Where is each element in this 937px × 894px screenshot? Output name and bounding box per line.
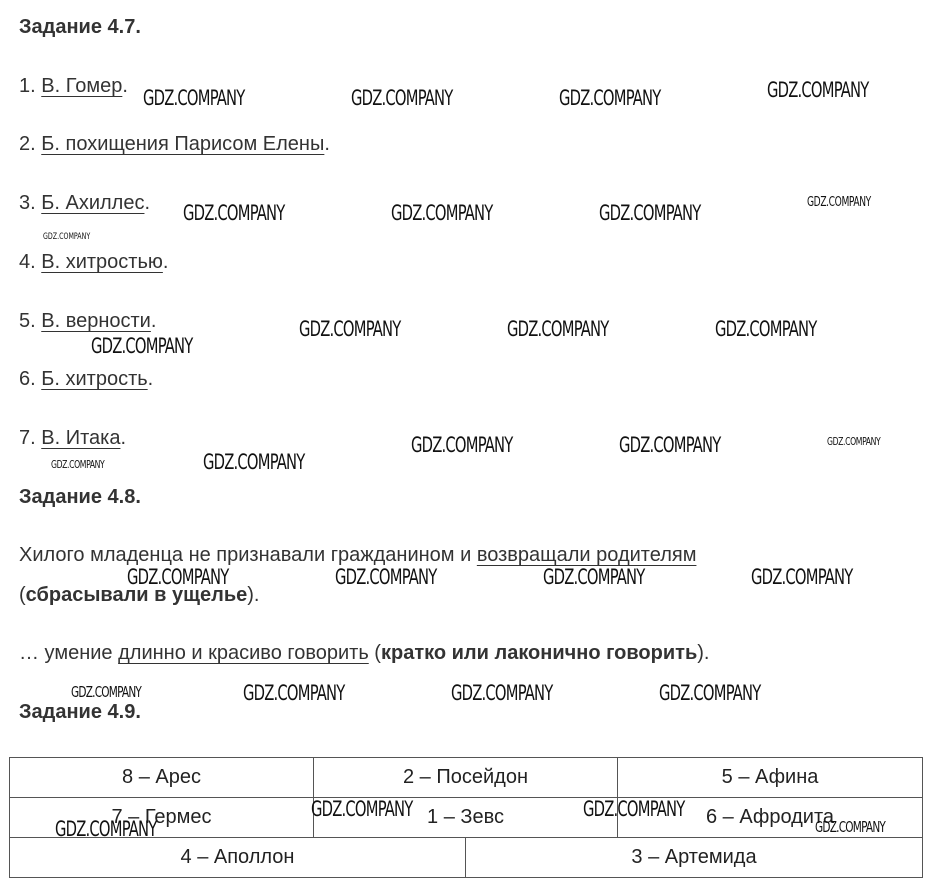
watermark: GDZ.COMPANY — [715, 317, 817, 341]
task-4-9-title: Задание 4.9. — [19, 701, 141, 723]
gods-table-row-1 — [9, 757, 923, 797]
watermark: GDZ.COMPANY — [335, 565, 437, 589]
item-end: . — [162, 251, 169, 273]
task-4-7-title: Задание 4.7. — [19, 16, 141, 38]
table-cell: 2 – Посейдон — [313, 757, 618, 798]
item-number: 2. — [19, 133, 36, 155]
watermark: GDZ.COMPANY — [767, 78, 869, 102]
watermark: GDZ.COMPANY — [71, 683, 142, 701]
item-number: 7. — [19, 427, 36, 449]
watermark: GDZ.COMPANY — [827, 435, 881, 448]
watermark: GDZ.COMPANY — [583, 797, 685, 821]
watermark: GDZ.COMPANY — [203, 450, 305, 474]
watermark: GDZ.COMPANY — [183, 201, 285, 225]
answer-item-1 — [19, 75, 128, 98]
answer-item-3 — [19, 192, 150, 215]
item-answer: Б. похищения Парисом Елены — [41, 133, 325, 155]
table-cell: 1 – Зевс — [313, 797, 618, 838]
item-answer: Б. Ахиллес — [41, 192, 145, 214]
item-answer: В. Итака — [41, 427, 121, 449]
item-end: . — [122, 75, 128, 97]
watermark: GDZ.COMPANY — [751, 565, 853, 589]
watermark: GDZ.COMPANY — [127, 565, 229, 589]
watermark: GDZ.COMPANY — [599, 201, 701, 225]
task-4-8-paragraph-2 — [19, 642, 709, 665]
paragraph-text: … умение — [19, 642, 119, 664]
answer-item-5 — [19, 310, 156, 333]
answer-item-7 — [19, 427, 126, 450]
gods-table-row-3 — [9, 837, 923, 877]
watermark: GDZ.COMPANY — [451, 681, 553, 705]
watermark: GDZ.COMPANY — [143, 86, 245, 110]
answer-item-6 — [19, 368, 153, 391]
item-number: 5. — [19, 310, 36, 332]
watermark: GDZ.COMPANY — [51, 458, 105, 471]
watermark: GDZ.COMPANY — [91, 334, 193, 358]
watermark: GDZ.COMPANY — [311, 797, 413, 821]
watermark: GDZ.COMPANY — [391, 201, 493, 225]
underlined-answer: длинно и красиво говорить — [118, 642, 369, 664]
watermark: GDZ.COMPANY — [411, 433, 513, 457]
item-number: 4. — [19, 251, 36, 273]
task-4-8-title: Задание 4.8. — [19, 486, 141, 508]
watermark: GDZ.COMPANY — [43, 232, 91, 242]
task-4-8-paragraph-1-line-1 — [19, 544, 696, 567]
watermark: GDZ.COMPANY — [55, 817, 157, 841]
item-end: . — [147, 368, 154, 390]
watermark: GDZ.COMPANY — [507, 317, 609, 341]
item-number: 1. — [19, 75, 36, 97]
underlined-answer: возвращали родителям — [476, 544, 697, 566]
paren-close: ). — [247, 584, 260, 606]
watermark: GDZ.COMPANY — [815, 818, 886, 836]
paren-open: ( — [19, 584, 26, 606]
table-cell: 7 – Гермес — [9, 797, 314, 838]
item-end: . — [324, 133, 330, 155]
item-end: . — [120, 427, 127, 449]
watermark: GDZ.COMPANY — [243, 681, 345, 705]
item-end: . — [150, 310, 157, 332]
item-number: 6. — [19, 368, 36, 390]
item-answer: В. хитростью — [41, 251, 163, 273]
paren-close: ). — [697, 642, 710, 664]
item-end: . — [144, 192, 151, 214]
table-cell: 5 – Афина — [617, 757, 923, 798]
answer-item-4 — [19, 251, 168, 274]
watermark: GDZ.COMPANY — [559, 86, 661, 110]
table-cell: 4 – Аполлон — [9, 837, 466, 878]
bold-answer: кратко или лаконично говорить — [380, 642, 698, 664]
watermark: GDZ.COMPANY — [619, 433, 721, 457]
paragraph-text: Хилого младенца не признавали гражданином и — [19, 544, 477, 566]
item-answer: В. верности — [41, 310, 151, 332]
watermark: GDZ.COMPANY — [659, 681, 761, 705]
answer-item-2 — [19, 133, 330, 156]
item-answer: Б. хитрость — [41, 368, 148, 390]
watermark: GDZ.COMPANY — [351, 86, 453, 110]
paren-open: ( — [368, 642, 381, 664]
watermark: GDZ.COMPANY — [299, 317, 401, 341]
watermark: GDZ.COMPANY — [807, 195, 871, 210]
item-answer: В. Гомер — [41, 75, 123, 97]
table-cell: 6 – Афродита — [617, 797, 923, 838]
watermark: GDZ.COMPANY — [543, 565, 645, 589]
table-cell: 3 – Артемида — [465, 837, 923, 878]
bold-answer: сбрасывали в ущелье — [25, 584, 248, 606]
item-number: 3. — [19, 192, 36, 214]
table-cell: 8 – Арес — [9, 757, 314, 798]
